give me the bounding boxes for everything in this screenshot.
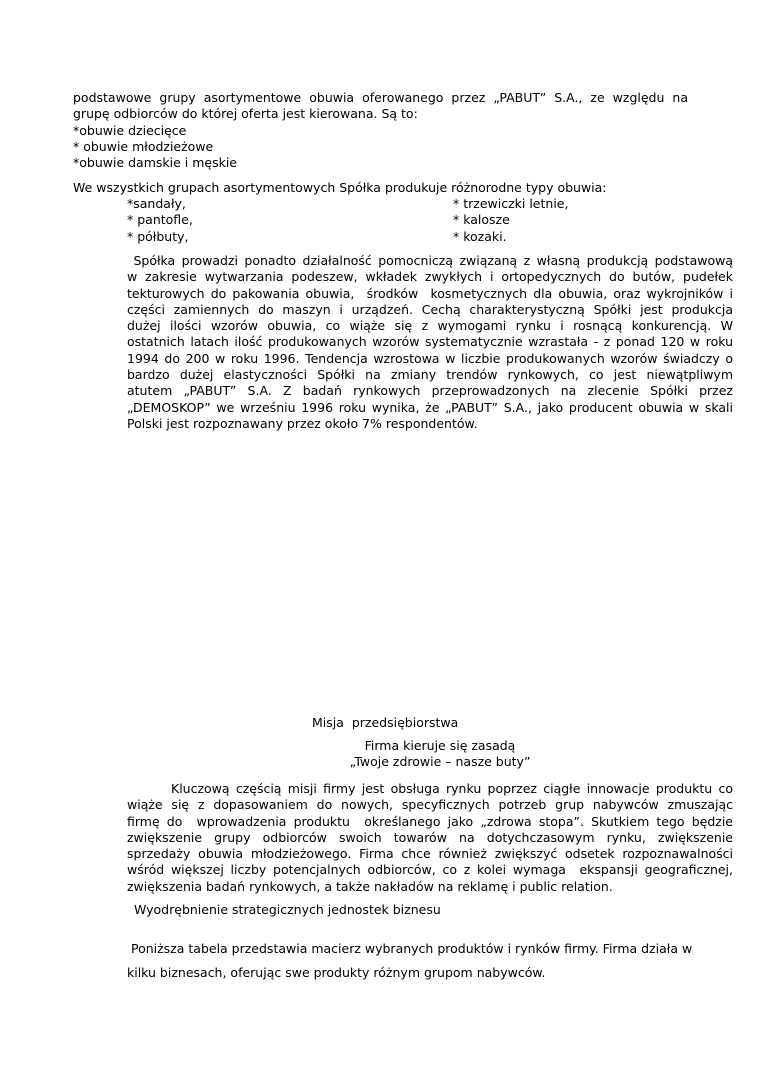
bullet-item: *obuwie dziecięce <box>73 122 187 138</box>
activity-line: tekturowych do pakowania obuwia, środków kosmetycznych dla obuwia, oraz wykrojników i <box>127 285 733 301</box>
activity-line: 1994 do 200 w roku 1996. Tendencja wzrostowa w liczbie produkowanych wzorów świadczy o <box>127 350 733 366</box>
intro-paragraph <box>73 90 688 171</box>
mission-motto <box>330 738 550 771</box>
activity-line: Spółka prowadzi ponadto działalność pomocniczą związaną z własną produkcją podstawową <box>127 253 733 268</box>
activity-paragraph <box>127 253 733 432</box>
mission-line: Kluczową częścią misji firmy jest obsługa rynku poprzez ciągłe innowacje produktu co <box>171 781 733 796</box>
motto-line: Firma kieruje się zasadą <box>364 738 516 753</box>
types-lead-text: We wszystkich grupach asortymentowych Spółka produkuje różnorodne typy obuwia: <box>73 180 607 195</box>
mission-paragraph <box>127 781 733 895</box>
table-intro <box>127 937 727 985</box>
activity-line: części zamiennych do maszyn i urządzeń. Cechą charakterystyczną Spółki jest produkcja <box>127 301 733 317</box>
types-lead <box>73 180 693 196</box>
type-item: * półbuty, <box>127 228 189 244</box>
types-list-right <box>453 196 703 245</box>
type-item: * trzewiczki letnie, <box>453 196 569 211</box>
mission-line: wśród większej liczby potencjalnych odbiorców, co z kolei wymaga ekspansji geograficznej, <box>127 862 733 878</box>
activity-line: ostatnich latach ilość produkowanych wzorów systematycznie wzrastała - z ponad 120 w roku <box>127 334 733 350</box>
table-intro-line: Poniższa tabela przedstawia macierz wybranych produktów i rynków firmy. Firma działa w <box>127 941 693 956</box>
activity-line: Polski jest rozpoznawany przez około 7% respondentów. <box>127 415 478 431</box>
type-item: * pantofle, <box>127 212 193 228</box>
mission-heading-text: Misja przedsiębiorstwa <box>312 715 459 730</box>
mission-line: sprzedaży obuwia młodzieżowego. Firma chce również zwiększyć odsetek rozpoznawalności <box>127 846 733 862</box>
type-item: * kalosze <box>453 212 510 228</box>
bullet-item: *obuwie damskie i męskie <box>73 155 238 171</box>
units-heading <box>134 902 634 918</box>
mission-line: zwiększenie grupy odbiorców swoich towarów na dotychczasowym rynku, zwiększenie <box>127 829 733 845</box>
bullet-item: * obuwie młodzieżowe <box>73 138 214 154</box>
type-item: * kozaki. <box>453 228 507 244</box>
mission-line: zwiększenia badań rynkowych, a także nakładów na reklamę i public relation. <box>127 878 613 894</box>
mission-heading <box>312 715 612 731</box>
units-heading-text: Wyodrębnienie strategicznych jednostek biznesu <box>134 902 441 917</box>
activity-line: dużej ilości wzorów obuwia, co wiąże się z wymogami rynku i rosnącą konkurencją. W <box>127 318 733 334</box>
intro-line: podstawowe grupy asortymentowe obuwia oferowanego przez „PABUT” S.A., ze względu na <box>73 90 688 105</box>
motto-line: „Twoje zdrowie – nasze buty” <box>349 754 531 770</box>
table-intro-line: kilku biznesach, oferując swe produkty różnym grupom nabywców. <box>127 965 546 980</box>
mission-line: firmę do wprowadzenia produktu określanego jako „zdrowa stopa”. Skutkiem tego będzie <box>127 813 733 829</box>
intro-line: grupę odbiorców do której oferta jest kierowana. Są to: <box>73 106 418 122</box>
mission-line: wiąże się z dopasowaniem do nowych, specyficznych potrzeb grup nabywców zmuszając <box>127 797 733 813</box>
activity-line: atutem „PABUT” S.A. Z badań rynkowych przeprowadzonych na zlecenie Spółki przez <box>127 383 733 399</box>
types-list-left <box>127 196 427 245</box>
activity-line: w zakresie wytwarzania podeszew, wkładek zwykłych i ortopedycznych do butów, pudełek <box>127 269 733 285</box>
activity-line: bardzo dużej elastyczności Spółki na zmiany trendów rynkowych, co jest niewątpliwym <box>127 367 733 383</box>
type-item: *sandały, <box>127 196 186 211</box>
activity-line: „DEMOSKOP” we wrześniu 1996 roku wynika, że „PABUT” S.A., jako producent obuwia w skali <box>127 399 733 415</box>
